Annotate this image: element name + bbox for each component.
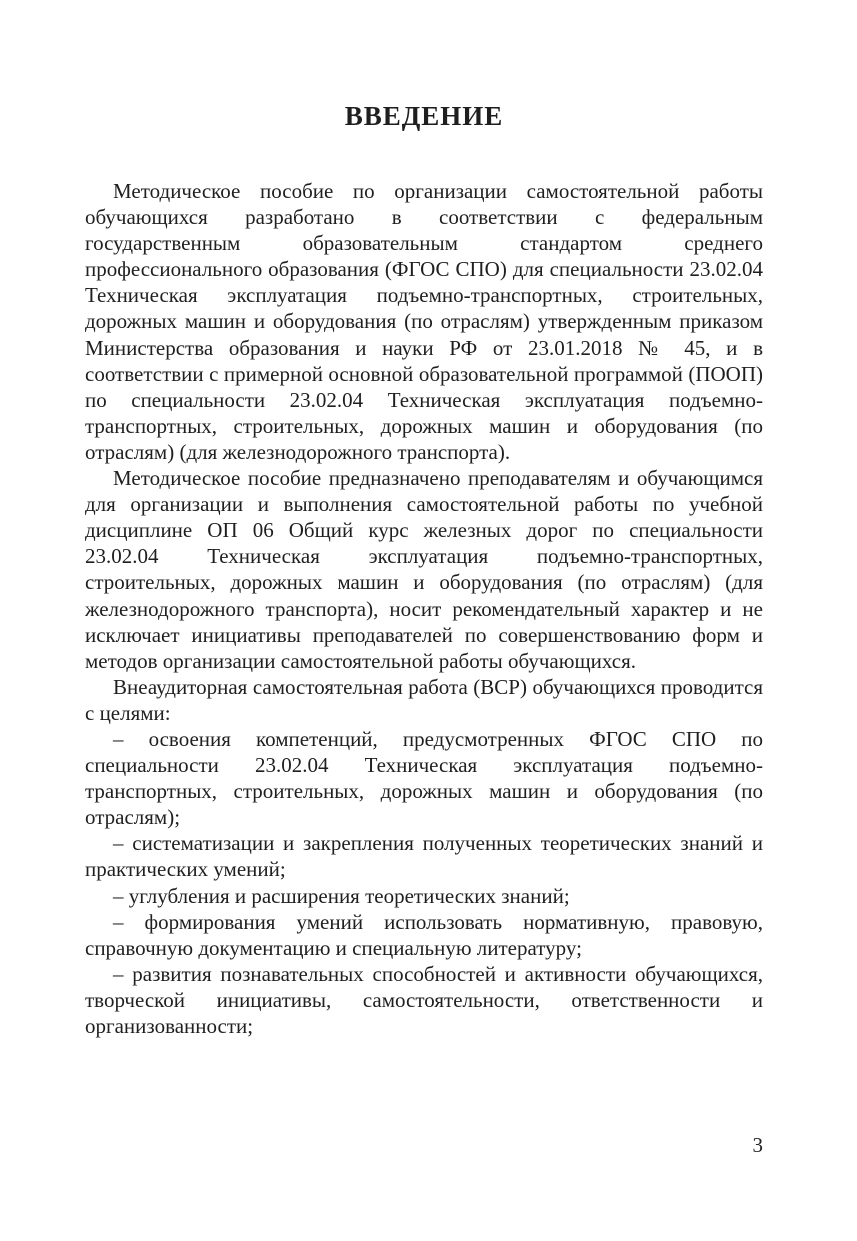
paragraph-goals-lead: Внеаудиторная самостоятельная работа (ВСР) обучающихся проводится с целями:	[85, 674, 763, 725]
page-title: ВВЕДЕНИЕ	[344, 101, 504, 131]
list-item-development: – развития познавательных способностей и активности обучающихся, творческой инициативы, самостоятельности, ответственности и организованности;	[85, 961, 763, 1038]
body-text	[85, 178, 763, 1039]
list-item-deepening: – углубления и расширения теоретических знаний;	[113, 883, 570, 908]
paragraph-purpose: Методическое пособие предназначено преподавателям и обучающимся для организации и выполнения самостоятельной работы по учебной дисциплине ОП 06 Общий курс железных дорог по специальности 23.02.04 Техническая эксплуатация подъемно-транспортных, строительных, дорожных машин и оборудования (по отраслям) (для железнодорожного транспорта), носит рекомендательный характер и не исключает инициативы преподавателей по совершенствованию форм и методов организации самостоятельной работы обучающихся.	[85, 466, 763, 673]
page-number: 3	[752, 1133, 763, 1157]
list-item-competencies: – освоения компетенций, предусмотренных ФГОС СПО по специальности 23.02.04 Техническая эксплуатация подъемно-транспортных, строительных, дорожных машин и оборудования (по отраслям);	[85, 726, 763, 830]
list-item-skills: – формирования умений использовать нормативную, правовую, справочную документацию и специальную литературу;	[85, 909, 763, 960]
paragraph-intro: Методическое пособие по организации самостоятельной работы обучающихся разработано в соответствии с федеральным государственным образовательным стандартом среднего профессионального образования (ФГОС СПО) для специальности 23.02.04 Техническая эксплуатация подъемно-транспортных, строительных, дорожных машин и оборудования (по отраслям) утвержденным приказом Министерства образования и науки РФ от 23.01.2018 № 45, и в соответствии с примерной основной образовательной программой (ПООП) по специальности 23.02.04 Техническая эксплуатация подъемно-транспортных, строительных, дорожных машин и оборудования (по отраслям) (для железнодорожного транспорта).	[85, 179, 763, 464]
list-item-systematization: – систематизации и закрепления полученных теоретических знаний и практических умений;	[85, 831, 763, 882]
document-page	[85, 0, 763, 1241]
